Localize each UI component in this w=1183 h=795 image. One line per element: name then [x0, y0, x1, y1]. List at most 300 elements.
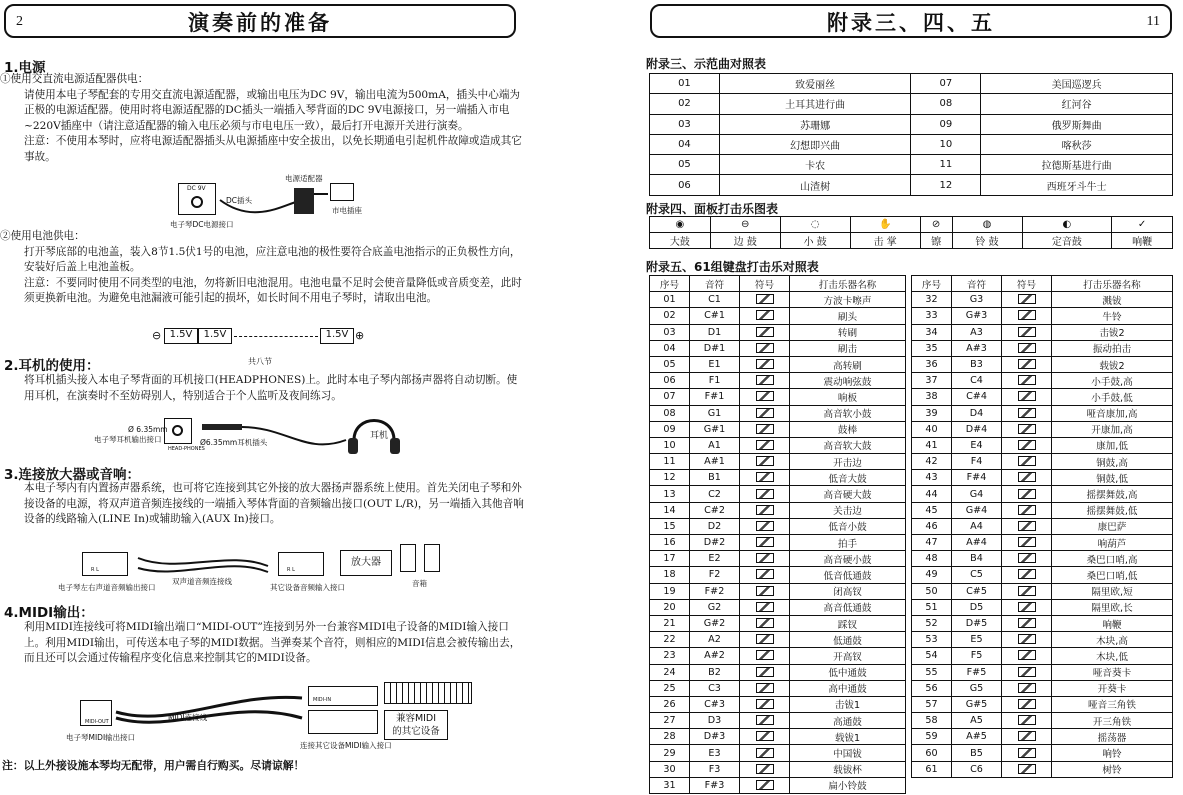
- instrument-name: 低音大鼓: [790, 470, 906, 486]
- percussion-pad-icon: ✋: [850, 217, 920, 233]
- song-number: 10: [911, 134, 981, 154]
- instrument-name: 响铃: [1052, 745, 1173, 761]
- section-midi-heading: 4.MIDI输出：: [4, 605, 94, 621]
- appendix3-table: [649, 73, 1173, 196]
- table-row: [650, 535, 906, 551]
- power-text-1: [0, 72, 525, 165]
- row-number: 25: [650, 680, 690, 696]
- row-number: 15: [650, 518, 690, 534]
- percussion-symbol-icon: [1002, 729, 1052, 745]
- percussion-symbol-icon: [1002, 615, 1052, 631]
- percussion-symbol-icon: [756, 294, 774, 304]
- instrument-name: 康巴萨: [1052, 518, 1173, 534]
- instrument-name: 载钹2: [1052, 356, 1173, 372]
- note-name: C#5: [952, 583, 1002, 599]
- percussion-symbol-icon: [1002, 340, 1052, 356]
- percussion-symbol-icon: [740, 340, 790, 356]
- row-number: 06: [650, 373, 690, 389]
- note-name: A#3: [952, 340, 1002, 356]
- footnote: 注：以上外接设施本琴均无配带，用户需自行购买。尽请谅解！: [2, 759, 305, 772]
- row-number: 44: [912, 486, 952, 502]
- percussion-symbol-icon: [1002, 389, 1052, 405]
- percussion-symbol-icon: [1018, 310, 1036, 320]
- row-number: 45: [912, 502, 952, 518]
- percussion-symbol-icon: [756, 602, 774, 612]
- table-row: [650, 405, 906, 421]
- row-number: 24: [650, 664, 690, 680]
- percussion-symbol-icon: [1018, 456, 1036, 466]
- instrument-name: 树铃: [1052, 761, 1173, 777]
- percussion-symbol-icon: [1002, 502, 1052, 518]
- table-row: [912, 713, 1173, 729]
- percussion-symbol-icon: [1002, 454, 1052, 470]
- table-row: [912, 696, 1173, 712]
- percussion-symbol-icon: [740, 486, 790, 502]
- instrument-name: 中国钹: [790, 745, 906, 761]
- row-number: 04: [650, 340, 690, 356]
- headphones-text: [0, 373, 525, 404]
- table-row: [912, 648, 1173, 664]
- row-number: 30: [650, 761, 690, 777]
- percussion-symbol-icon: [740, 389, 790, 405]
- battery-positive-icon: ⊕: [355, 329, 365, 342]
- note-name: D#4: [952, 421, 1002, 437]
- percussion-symbol-icon: [740, 308, 790, 324]
- table-row: [912, 518, 1173, 534]
- note-name: G#1: [690, 421, 740, 437]
- midi-out-caption: 电子琴MIDI输出接口: [66, 733, 136, 742]
- percussion-symbol-icon: [1018, 748, 1036, 758]
- song-title: 拉德斯基进行曲: [981, 155, 1173, 175]
- jack-size-label: Ø 6.35mm: [128, 425, 168, 434]
- song-number: 11: [911, 155, 981, 175]
- table-row: [650, 292, 906, 308]
- percussion-symbol-icon: [1002, 680, 1052, 696]
- percussion-symbol-icon: [756, 456, 774, 466]
- percussion-pad-name: 边 鼓: [710, 233, 780, 249]
- row-number: 60: [912, 745, 952, 761]
- table-row: [912, 599, 1173, 615]
- percussion-symbol-icon: [740, 632, 790, 648]
- dc-jack-caption: 电子琴DC电源接口: [170, 220, 234, 229]
- instrument-name: 摇荡器: [1052, 729, 1173, 745]
- section-power-heading: 1.电源: [4, 60, 46, 76]
- song-title: 红河谷: [981, 94, 1173, 114]
- percussion-symbol-icon: [740, 696, 790, 712]
- percussion-pad-name: 小 鼓: [780, 233, 850, 249]
- note-name: C2: [690, 486, 740, 502]
- section-amplifier-heading: 3.连接放大器或音响：: [4, 467, 141, 483]
- instrument-name: 铜鼓,低: [1052, 470, 1173, 486]
- percussion-symbol-icon: [740, 535, 790, 551]
- page-title: 附录三、四、五: [827, 11, 995, 35]
- battery-chain-line: [234, 336, 318, 337]
- instrument-name: 桑巴口哨,低: [1052, 567, 1173, 583]
- note-name: C1: [690, 292, 740, 308]
- table-row: [912, 308, 1173, 324]
- outlet-icon: [330, 183, 354, 201]
- instrument-name: 拍手: [790, 535, 906, 551]
- note-name: F#2: [690, 583, 740, 599]
- table-row: [650, 486, 906, 502]
- table-row: [912, 502, 1173, 518]
- percussion-symbol-icon: [1002, 583, 1052, 599]
- instrument-name: 开葵卡: [1052, 680, 1173, 696]
- note-name: G1: [690, 405, 740, 421]
- note-name: F#1: [690, 389, 740, 405]
- row-number: 55: [912, 664, 952, 680]
- percussion-symbol-icon: [740, 454, 790, 470]
- song-title: 幻想即兴曲: [719, 134, 911, 154]
- row-number: 37: [912, 373, 952, 389]
- instrument-name: 高转刷: [790, 356, 906, 372]
- percussion-pad-icon: ✓: [1112, 217, 1173, 233]
- percussion-symbol-icon: [740, 583, 790, 599]
- percussion-symbol-icon: [1002, 713, 1052, 729]
- note-name: D#1: [690, 340, 740, 356]
- row-number: 12: [650, 470, 690, 486]
- row-number: 02: [650, 308, 690, 324]
- instrument-name: 低中通鼓: [790, 664, 906, 680]
- row-number: 31: [650, 777, 690, 793]
- note-name: E2: [690, 551, 740, 567]
- instrument-name: 响葫芦: [1052, 535, 1173, 551]
- table-row: [650, 502, 906, 518]
- percussion-symbol-icon: [740, 713, 790, 729]
- table-row: [650, 583, 906, 599]
- row-number: 61: [912, 761, 952, 777]
- percussion-symbol-icon: [756, 327, 774, 337]
- percussion-pad-name: 定音鼓: [1022, 233, 1112, 249]
- row-number: 07: [650, 389, 690, 405]
- percussion-symbol-icon: [756, 440, 774, 450]
- percussion-symbol-icon: [740, 373, 790, 389]
- row-number: 26: [650, 696, 690, 712]
- instrument-name: 振动拍击: [1052, 340, 1173, 356]
- table-row: [650, 713, 906, 729]
- table-row: [912, 664, 1173, 680]
- note-name: C#1: [690, 308, 740, 324]
- row-number: 35: [912, 340, 952, 356]
- table-row: [650, 175, 1173, 195]
- audio-in-panel: [278, 552, 324, 576]
- note-name: F#4: [952, 470, 1002, 486]
- percussion-symbol-icon: [756, 667, 774, 677]
- instrument-name: 木块,低: [1052, 648, 1173, 664]
- percussion-symbol-icon: [1018, 569, 1036, 579]
- midi-in-panel: [308, 686, 378, 706]
- table-row: [912, 389, 1173, 405]
- row-number: 51: [912, 599, 952, 615]
- percussion-pad-icon: ◌: [780, 217, 850, 233]
- table-row: [650, 454, 906, 470]
- row-number: 48: [912, 551, 952, 567]
- percussion-symbol-icon: [1002, 761, 1052, 777]
- percussion-symbol-icon: [756, 586, 774, 596]
- percussion-symbol-icon: [756, 650, 774, 660]
- percussion-symbol-icon: [1002, 308, 1052, 324]
- battery-note: 注意：不要同时使用不同类型的电池，勿将新旧电池混用。电池电量不足时会使音量降低或音质变差，此时须更换新电池。为避免电池漏液可能引起的损坏，如长时间不用电子琴时，请取出电池。: [24, 276, 522, 304]
- row-number: 41: [912, 437, 952, 453]
- row-number: 03: [650, 324, 690, 340]
- midi-in-caption: 连接其它设备MIDI输入接口: [300, 741, 392, 750]
- note-name: C#3: [690, 696, 740, 712]
- power-adapter-note: 注意：不使用本琴时，应将电源适配器插头从电源插座中安全拔出，以免长期通电引起机件故障或造成其它事故。: [24, 135, 522, 163]
- instrument-name: 高音软小鼓: [790, 405, 906, 421]
- song-title: 致爱丽丝: [719, 74, 911, 94]
- note-name: G5: [952, 680, 1002, 696]
- percussion-symbol-icon: [756, 310, 774, 320]
- table-row: [650, 664, 906, 680]
- percussion-symbol-icon: [1018, 764, 1036, 774]
- note-name: G2: [690, 599, 740, 615]
- song-title: 喀秋莎: [981, 134, 1173, 154]
- row-number: 52: [912, 615, 952, 631]
- percussion-symbol-icon: [1018, 505, 1036, 515]
- note-name: F4: [952, 454, 1002, 470]
- note-name: B5: [952, 745, 1002, 761]
- note-name: D5: [952, 599, 1002, 615]
- instrument-name: 开康加,高: [1052, 421, 1173, 437]
- instrument-name: 鼓棒: [790, 421, 906, 437]
- percussion-symbol-icon: [756, 731, 774, 741]
- instrument-name: 击钹1: [790, 696, 906, 712]
- song-number: 04: [650, 134, 720, 154]
- keyboard-icon: [384, 682, 472, 704]
- percussion-symbol-icon: [756, 489, 774, 499]
- song-number: 05: [650, 155, 720, 175]
- audio-out-panel: [82, 552, 128, 576]
- table-row: [650, 114, 1173, 134]
- instrument-name: 隔里欧,短: [1052, 583, 1173, 599]
- power-sub-battery: ②使用电池供电：: [0, 230, 85, 242]
- instrument-name: 桑巴口哨,高: [1052, 551, 1173, 567]
- midi-out-panel: [80, 700, 112, 726]
- table-row: [650, 632, 906, 648]
- table-row: [650, 551, 906, 567]
- song-number: 06: [650, 175, 720, 195]
- column-header: 音符: [952, 276, 1002, 292]
- headphone-port-label: HEAD-PHONES: [168, 446, 205, 452]
- note-name: A#2: [690, 648, 740, 664]
- song-number: 07: [911, 74, 981, 94]
- row-number: 59: [912, 729, 952, 745]
- power-sub-adapter: ①使用交直流电源适配器供电：: [0, 73, 149, 85]
- percussion-symbol-icon: [1002, 599, 1052, 615]
- instrument-name: 关击边: [790, 502, 906, 518]
- table-row: [912, 340, 1173, 356]
- appendix3-heading: 附录三、示范曲对照表: [646, 57, 767, 71]
- dc-jack-icon: [191, 196, 203, 208]
- instrument-name: 高音硬大鼓: [790, 486, 906, 502]
- percussion-symbol-icon: [756, 505, 774, 515]
- percussion-symbol-icon: [756, 618, 774, 628]
- percussion-symbol-icon: [740, 567, 790, 583]
- table-row: [650, 470, 906, 486]
- row-number: 40: [912, 421, 952, 437]
- note-name: A#4: [952, 535, 1002, 551]
- percussion-symbol-icon: [756, 780, 774, 790]
- instrument-name: 隔里欧,长: [1052, 599, 1173, 615]
- note-name: D#2: [690, 535, 740, 551]
- percussion-pad-icon: ⊖: [710, 217, 780, 233]
- note-name: D4: [952, 405, 1002, 421]
- instrument-name: 木块,高: [1052, 632, 1173, 648]
- percussion-symbol-icon: [1018, 391, 1036, 401]
- table-row: [650, 777, 906, 793]
- percussion-pad-name: 响鞭: [1112, 233, 1173, 249]
- row-number: 38: [912, 389, 952, 405]
- percussion-symbol-icon: [1002, 437, 1052, 453]
- percussion-symbol-icon: [756, 359, 774, 369]
- percussion-symbol-icon: [740, 551, 790, 567]
- percussion-symbol-icon: [1002, 696, 1052, 712]
- percussion-symbol-icon: [1002, 486, 1052, 502]
- table-row: [912, 761, 1173, 777]
- table-row: [650, 696, 906, 712]
- instrument-name: 高通鼓: [790, 713, 906, 729]
- headphone-jack-panel: [164, 418, 192, 444]
- percussion-symbol-icon: [740, 518, 790, 534]
- appendix5-heading: 附录五、61组键盘打击乐对照表: [646, 260, 819, 274]
- instrument-name: 响板: [790, 389, 906, 405]
- percussion-pad-icon: ⊘: [920, 217, 952, 233]
- percussion-symbol-icon: [1018, 667, 1036, 677]
- song-title: 山渣树: [719, 175, 911, 195]
- percussion-symbol-icon: [1002, 567, 1052, 583]
- percussion-symbol-icon: [1018, 521, 1036, 531]
- table-row: [912, 373, 1173, 389]
- audio-in-caption: 其它设备音频输入接口: [270, 583, 345, 592]
- outlet-label: 市电插座: [332, 206, 362, 215]
- speaker-right-icon: [424, 544, 440, 572]
- instrument-name: 小手鼓,高: [1052, 373, 1173, 389]
- note-name: G4: [952, 486, 1002, 502]
- percussion-symbol-icon: [740, 648, 790, 664]
- percussion-symbol-icon: [740, 356, 790, 372]
- column-header: 打击乐器名称: [1052, 276, 1173, 292]
- percussion-symbol-icon: [1002, 324, 1052, 340]
- table-row: [912, 292, 1173, 308]
- song-title: 俄罗斯舞曲: [981, 114, 1173, 134]
- percussion-symbol-icon: [1018, 683, 1036, 693]
- power-adapter-paragraph: 请使用本电子琴配套的专用交直流电源适配器，或输出电压为DC 9V，输出电流为500mA，插头中心端为正极的电源适配器。使用时将电源适配器的DC插头一端插入琴背面的DC 9V电源接口，另一端插入市电~220V插座中（请注意适配器的输入电压必须与市电电压一致），最后打开电源开关进行演奏。: [24, 88, 521, 132]
- percussion-symbol-icon: [1018, 424, 1036, 434]
- appendix4-table: [649, 216, 1173, 249]
- percussion-symbol-icon: [1002, 405, 1052, 421]
- instrument-name: 铜鼓,高: [1052, 454, 1173, 470]
- note-name: C#4: [952, 389, 1002, 405]
- column-header: 符号: [740, 276, 790, 292]
- battery-cell: 1.5V: [164, 328, 198, 344]
- percussion-symbol-icon: [1002, 551, 1052, 567]
- page-number: 11: [1146, 14, 1160, 29]
- section-headphones-heading: 2.耳机的使用：: [4, 358, 100, 374]
- note-name: E4: [952, 437, 1002, 453]
- instrument-name: 载钹1: [790, 729, 906, 745]
- percussion-symbol-icon: [1018, 359, 1036, 369]
- percussion-pad-icon: ◐: [1022, 217, 1112, 233]
- column-header: 序号: [650, 276, 690, 292]
- note-name: A1: [690, 437, 740, 453]
- row-number: 42: [912, 454, 952, 470]
- speaker-left-icon: [400, 544, 416, 572]
- row-number: 10: [650, 437, 690, 453]
- song-number: 09: [911, 114, 981, 134]
- page-number: 2: [16, 14, 23, 29]
- midi-out-label: MIDI-OUT: [85, 719, 109, 725]
- row-number: 11: [650, 454, 690, 470]
- note-name: A2: [690, 632, 740, 648]
- percussion-symbol-icon: [1018, 408, 1036, 418]
- jack-caption: 电子琴耳机输出接口: [94, 435, 162, 444]
- table-row: [912, 437, 1173, 453]
- row-number: 29: [650, 745, 690, 761]
- note-name: A5: [952, 713, 1002, 729]
- table-row: [912, 454, 1173, 470]
- midi-device-port-icon: [308, 710, 378, 734]
- percussion-symbol-icon: [1018, 553, 1036, 563]
- percussion-symbol-icon: [756, 424, 774, 434]
- percussion-symbol-icon: [740, 680, 790, 696]
- instrument-name: 哑音康加,高: [1052, 405, 1173, 421]
- row-number: 16: [650, 535, 690, 551]
- instrument-name: 哑音葵卡: [1052, 664, 1173, 680]
- percussion-symbol-icon: [1002, 648, 1052, 664]
- instrument-name: 高音硬小鼓: [790, 551, 906, 567]
- headphone-plug-label: Ø6.35mm耳机插头: [200, 438, 268, 447]
- instrument-name: 低音低通鼓: [790, 567, 906, 583]
- percussion-symbol-icon: [1002, 664, 1052, 680]
- note-name: F#3: [690, 777, 740, 793]
- table-row: [912, 729, 1173, 745]
- instrument-name: 转刷: [790, 324, 906, 340]
- note-name: G#3: [952, 308, 1002, 324]
- table-row: [912, 632, 1173, 648]
- table-row: [650, 421, 906, 437]
- midi-device-box: 兼容MIDI 的其它设备: [384, 710, 448, 740]
- left-page: [0, 0, 540, 795]
- song-title: 卡农: [719, 155, 911, 175]
- instrument-name: 牛铃: [1052, 308, 1173, 324]
- percussion-symbol-icon: [756, 699, 774, 709]
- table-row: [650, 94, 1173, 114]
- note-name: B4: [952, 551, 1002, 567]
- percussion-symbol-icon: [1018, 715, 1036, 725]
- note-name: F5: [952, 648, 1002, 664]
- note-name: C5: [952, 567, 1002, 583]
- note-name: E1: [690, 356, 740, 372]
- battery-caption: 共八节: [248, 357, 272, 366]
- percussion-symbol-icon: [756, 634, 774, 644]
- table-row: [650, 567, 906, 583]
- percussion-symbol-icon: [756, 391, 774, 401]
- row-number: 14: [650, 502, 690, 518]
- note-name: C4: [952, 373, 1002, 389]
- note-name: C#2: [690, 502, 740, 518]
- song-title: 土耳其进行曲: [719, 94, 911, 114]
- note-name: D#5: [952, 615, 1002, 631]
- midi-paragraph: 利用MIDI连接线可将MIDI输出端口“MIDI-OUT”连接到另外一台兼容MIDI电子设备的MIDI输入接口上。利用MIDI输出，可传送本电子琴的MIDI数据。当弹奏某个音符，则相应的MIDI信息会被传输出去，而且还可以会通过传输程序变化信息来控制其它的MIDI设备。: [24, 621, 521, 664]
- percussion-symbol-icon: [740, 405, 790, 421]
- percussion-symbol-icon: [756, 343, 774, 353]
- instrument-name: 低音小鼓: [790, 518, 906, 534]
- percussion-symbol-icon: [1002, 421, 1052, 437]
- row-number: 05: [650, 356, 690, 372]
- percussion-symbol-icon: [1002, 632, 1052, 648]
- table-row: [650, 615, 906, 631]
- percussion-symbol-icon: [740, 615, 790, 631]
